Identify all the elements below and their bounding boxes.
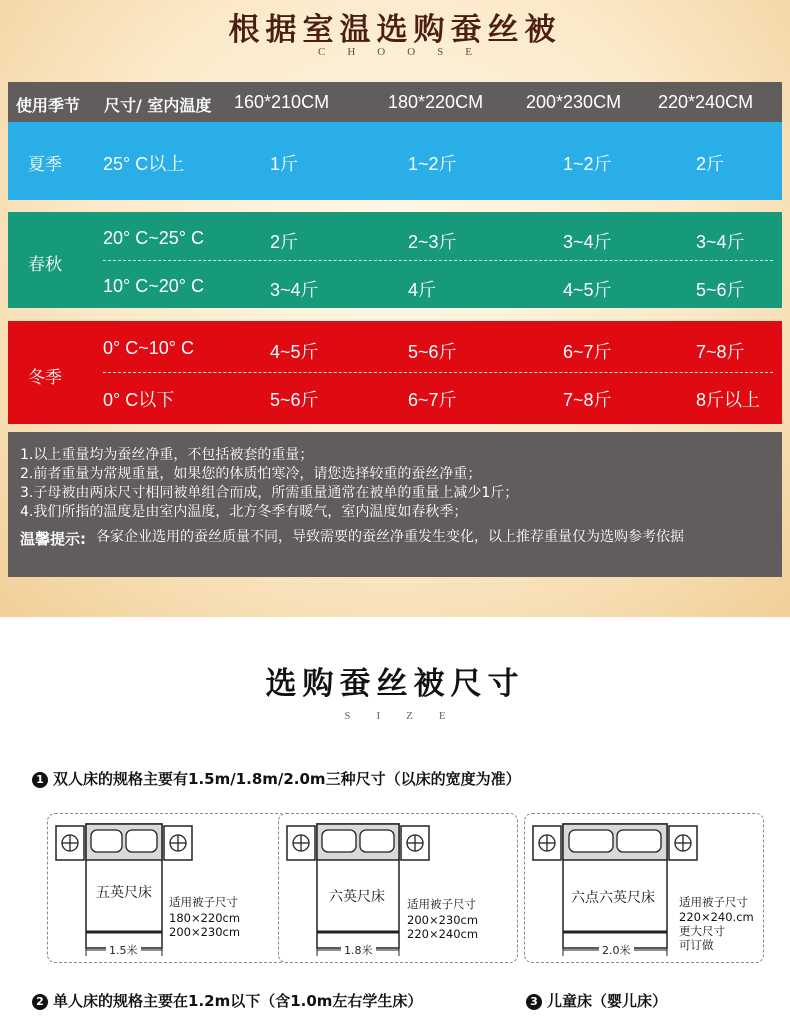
child-bed-heading bbox=[526, 990, 667, 1011]
season-label: 冬季 bbox=[28, 368, 62, 388]
season-label: 夏季 bbox=[28, 155, 62, 175]
header-size-3: 200*230CM bbox=[526, 92, 622, 112]
fit-size: 可订做 bbox=[679, 938, 714, 952]
weight-cell: 3~4斤 bbox=[696, 232, 745, 252]
weight-cell: 5~6斤 bbox=[408, 342, 457, 362]
number-badge: 3 bbox=[526, 994, 542, 1010]
size-section-subtitle: SIZE bbox=[344, 710, 472, 722]
note-line: 4.我们所指的温度是由室内温度，北方冬季有暖气，室内温度如春秋季； bbox=[20, 504, 468, 520]
table-header bbox=[8, 82, 782, 122]
temp-range: 0° C以下 bbox=[103, 390, 175, 410]
fit-size: 180×220cm bbox=[169, 911, 241, 925]
bed-diagram-6ft bbox=[278, 813, 518, 963]
fit-label: 适用被子尺寸 bbox=[407, 897, 476, 911]
weight-cell: 2斤 bbox=[696, 154, 725, 174]
note-line: 1.以上重量均为蚕丝净重，不包括被套的重量； bbox=[20, 447, 314, 463]
season-label: 春秋 bbox=[28, 255, 62, 275]
section-title: 根据室温选购蚕丝被 bbox=[228, 12, 562, 48]
weight-cell: 7~8斤 bbox=[563, 390, 612, 410]
fit-label: 适用被子尺寸 bbox=[169, 895, 238, 909]
temp-range: 10° C~20° C bbox=[103, 276, 204, 296]
weight-cell: 5~6斤 bbox=[696, 280, 745, 300]
weight-cell: 1~2斤 bbox=[408, 154, 457, 174]
fit-size: 200×230cm bbox=[169, 925, 241, 939]
winter-row bbox=[8, 321, 782, 424]
weight-cell: 6~7斤 bbox=[563, 342, 612, 362]
section-subtitle: CHOOSE bbox=[317, 46, 494, 58]
temp-range: 20° C~25° C bbox=[103, 228, 204, 248]
tip-text: 各家企业选用的蚕丝质量不同，导致需要的蚕丝净重发生变化，以上推荐重量仅为选购参考依据 bbox=[96, 529, 684, 545]
bed-width: 1.8米 bbox=[341, 942, 376, 958]
notes-panel bbox=[8, 432, 782, 577]
weight-cell: 2~3斤 bbox=[408, 232, 457, 252]
fit-label: 适用被子尺寸 bbox=[679, 895, 748, 909]
bed-drawing bbox=[48, 814, 288, 964]
weight-cell: 4~5斤 bbox=[563, 280, 612, 300]
weight-cell: 7~8斤 bbox=[696, 342, 745, 362]
row-divider bbox=[103, 372, 773, 373]
bed-name: 六英尺床 bbox=[329, 889, 385, 905]
heading-text: 儿童床（婴儿床） bbox=[547, 992, 668, 1010]
fit-size: 220×240cm bbox=[407, 927, 479, 941]
heading-text: 单人床的规格主要在1.2m以下（含1.0m左右学生床） bbox=[53, 992, 423, 1010]
bed-width: 2.0米 bbox=[599, 942, 634, 958]
tip-label: 温馨提示: bbox=[20, 530, 86, 548]
weight-cell: 8斤以上 bbox=[696, 390, 761, 410]
note-line: 3.子母被由两床尺寸相同被单组合而成，所需重量通常在被单的重量上减少1斤； bbox=[20, 485, 519, 501]
number-badge: 2 bbox=[32, 994, 48, 1010]
bed-name: 五英尺床 bbox=[96, 885, 152, 901]
header-size-2: 180*220CM bbox=[388, 92, 484, 112]
weight-cell: 4斤 bbox=[408, 280, 437, 300]
temp-range: 25° C以上 bbox=[103, 154, 185, 174]
size-section-title: 选购蚕丝被尺寸 bbox=[265, 666, 525, 702]
row-divider bbox=[103, 260, 773, 261]
fit-size: 200×230cm bbox=[407, 913, 479, 927]
header-size-4: 220*240CM bbox=[658, 92, 754, 112]
bed-diagram-6-6ft bbox=[524, 813, 764, 963]
weight-cell: 2斤 bbox=[270, 232, 299, 252]
bed-name: 六点六英尺床 bbox=[571, 890, 655, 906]
summer-row bbox=[8, 122, 782, 200]
bed-width: 1.5米 bbox=[106, 942, 141, 958]
heading-text: 双人床的规格主要有1.5m/1.8m/2.0m三种尺寸（以床的宽度为准） bbox=[53, 770, 521, 788]
fit-size: 220×240.cm bbox=[679, 910, 754, 924]
double-bed-heading bbox=[32, 768, 521, 789]
weight-cell: 4~5斤 bbox=[270, 342, 319, 362]
bed-diagram-5ft bbox=[47, 813, 287, 963]
weight-cell: 1斤 bbox=[270, 154, 299, 174]
weight-cell: 6~7斤 bbox=[408, 390, 457, 410]
header-season: 使用季节 bbox=[16, 96, 81, 115]
weight-cell: 3~4斤 bbox=[563, 232, 612, 252]
header-size: 尺寸/ 室内温度 bbox=[104, 96, 212, 115]
temp-range: 0° C~10° C bbox=[103, 338, 194, 358]
number-badge: 1 bbox=[32, 772, 48, 788]
spring-autumn-row bbox=[8, 212, 782, 308]
note-line: 2.前者重量为常规重量，如果您的体质怕寒冷，请您选择较重的蚕丝净重； bbox=[20, 466, 482, 482]
weight-cell: 5~6斤 bbox=[270, 390, 319, 410]
fit-size: 更大尺寸 bbox=[679, 924, 725, 938]
header-size-1: 160*210CM bbox=[234, 92, 330, 112]
weight-cell: 1~2斤 bbox=[563, 154, 612, 174]
bed-drawing bbox=[279, 814, 519, 964]
weight-cell: 3~4斤 bbox=[270, 280, 319, 300]
single-bed-heading bbox=[32, 990, 422, 1011]
